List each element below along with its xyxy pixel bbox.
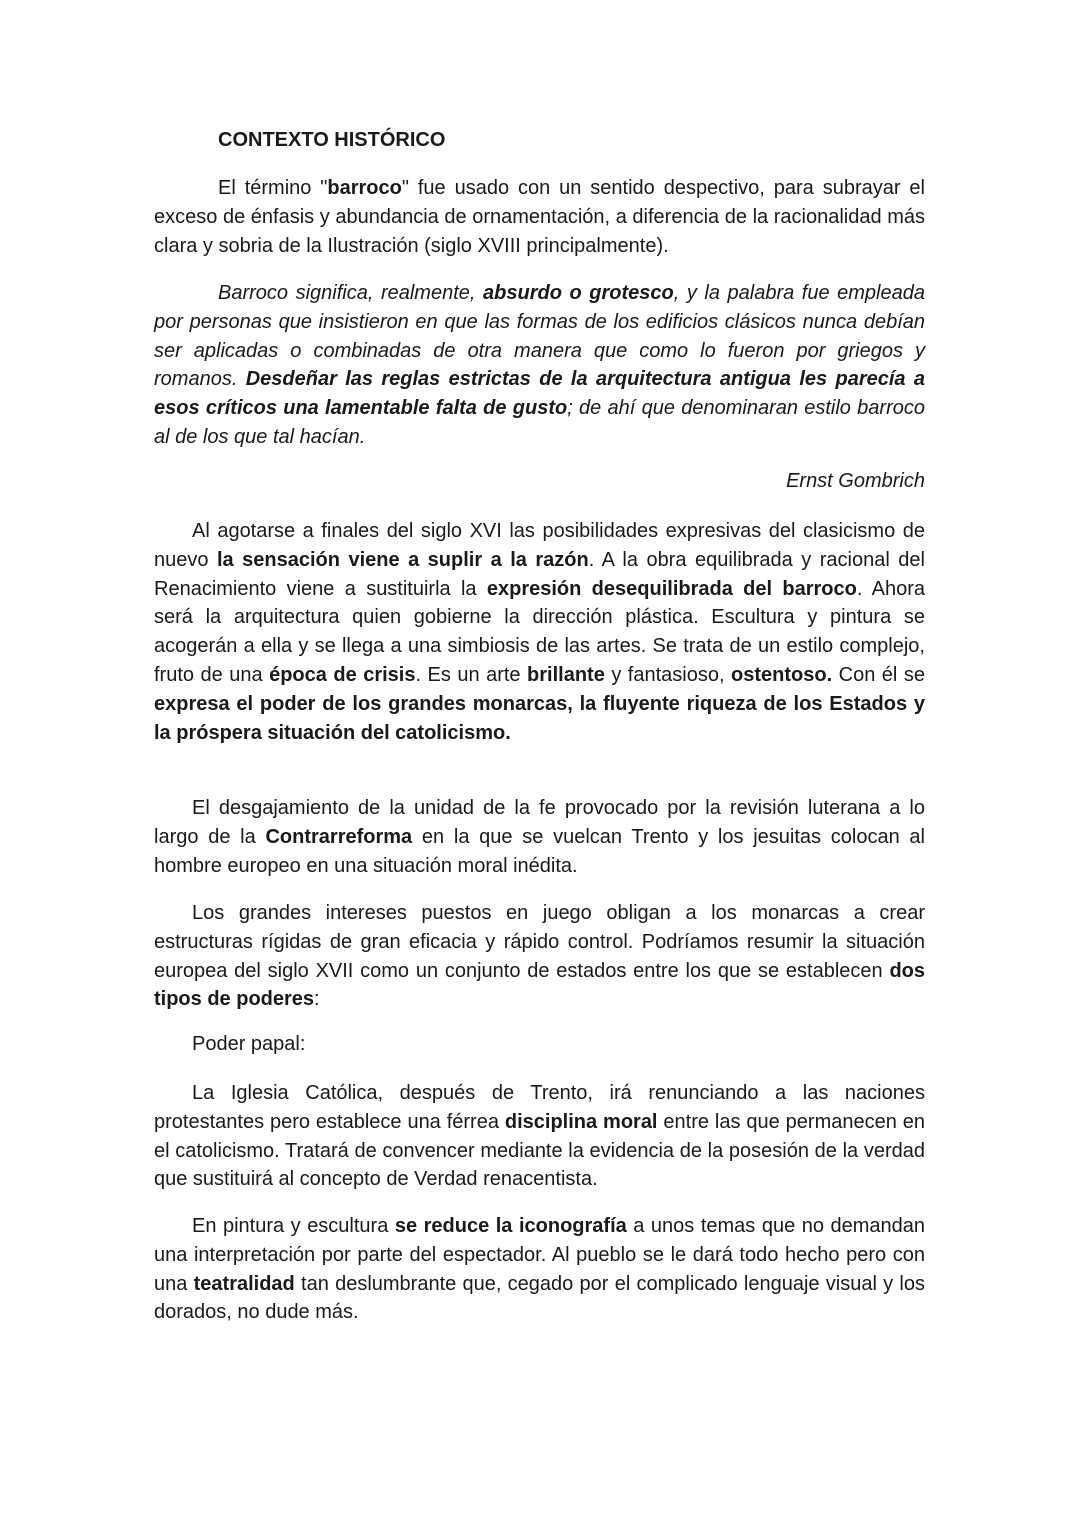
- paragraph-clasicismo: Al agotarse a finales del siglo XVI las posibilidades expresivas del clasicismo de nuevo la sensación viene a suplir a la razón. A la obra equilibrada y racional del Renacimiento viene a sustituirla la expresión desequilibrada del barroco. Ahora será la arquitectura quien gobierne la dirección plástica. Escultura y pintura se acogerán a ella y se llega a una simbiosis de las artes. Se trata de un estilo complejo, fruto de una época de crisis. Es un arte brillante y fantasioso, ostentoso. Con él se expresa el poder de los grandes monarcas, la fluyente riqueza de los Estados y la próspera situación del catolicismo.: [154, 520, 925, 744]
- paragraph-contrarreforma: El desgajamiento de la unidad de la fe provocado por la revisión luterana a lo largo de la Contrarreforma en la que se vuelcan Trento y los jesuitas colocan al hombre europeo en una situación moral inédita.: [154, 797, 925, 877]
- quote-author: Ernst Gombrich: [786, 470, 925, 492]
- bold-phrase: dos tipos de poderes: [154, 959, 925, 1011]
- bold-phrase: disciplina moral: [504, 1110, 658, 1133]
- bold-phrase: la sensación viene a suplir a la razón: [216, 548, 589, 571]
- bold-phrase: brillante: [527, 663, 605, 686]
- bold-phrase: expresión desequilibrada del barroco: [486, 577, 857, 600]
- poder-papal-label: Poder papal:: [192, 1033, 306, 1055]
- bold-term: barroco: [327, 177, 402, 199]
- bold-phrase: Desdeñar las reglas estrictas de la arquitectura antigua les parecía a esos críticos una lamentable falta de gusto: [154, 368, 925, 420]
- paragraph-barroco-definition: El término "barroco" fue usado con un sentido despectivo, para subrayar el exceso de énfasis y abundancia de ornamentación, a diferencia de la racionalidad más clara y sobria de la Ilustración (siglo XVIII principalmente).: [154, 177, 925, 257]
- section-heading: CONTEXTO HISTÓRICO: [218, 129, 446, 151]
- bold-phrase: expresa el poder de los grandes monarcas, la fluyente riqueza de los Estados y la próspera situación del catolicismo.: [154, 692, 925, 744]
- bold-phrase: ostentoso.: [731, 663, 833, 686]
- bold-phrase: absurdo o grotesco: [483, 282, 674, 304]
- paragraph-monarcas: Los grandes intereses puestos en juego obligan a los monarcas a crear estructuras rígidas de gran eficacia y rápido control. Podríamos resumir la situación europea del siglo XVII como un conjunto de estados entre los que se establecen dos tipos de poderes:: [154, 902, 925, 1011]
- paragraph-iglesia: La Iglesia Católica, después de Trento, irá renunciando a las naciones protestantes pero establece una férrea disciplina moral entre las que permanecen en el catolicismo. Tratará de convencer mediante la evidencia de la posesión de la verdad que sustituirá al concepto de Verdad renacentista.: [154, 1082, 925, 1191]
- bold-phrase: se reduce la iconografía: [394, 1215, 627, 1237]
- gombrich-quote: Barroco significa, realmente, absurdo o grotesco, y la palabra fue empleada por personas que insistieron en que las formas de los edificios clásicos nunca debían ser aplicadas o combinadas de otra manera que como lo fueron por griegos y romanos. Desdeñar las reglas estrictas de la arquitectura antigua les parecía a esos críticos una lamentable falta de gusto; de ahí que denominaran estilo barroco al de los que tal hacían.: [154, 282, 925, 448]
- bold-term: Contrarreforma: [265, 825, 413, 848]
- paragraph-iconografia: En pintura y escultura se reduce la iconografía a unos temas que no demandan una interpretación por parte del espectador. Al pueblo se le dará todo hecho pero con una teatralidad tan deslumbrante que, cegado por el complicado lenguaje visual y los dorados, no dude más.: [154, 1215, 926, 1324]
- bold-term: teatralidad: [193, 1272, 295, 1295]
- bold-phrase: época de crisis: [269, 663, 416, 686]
